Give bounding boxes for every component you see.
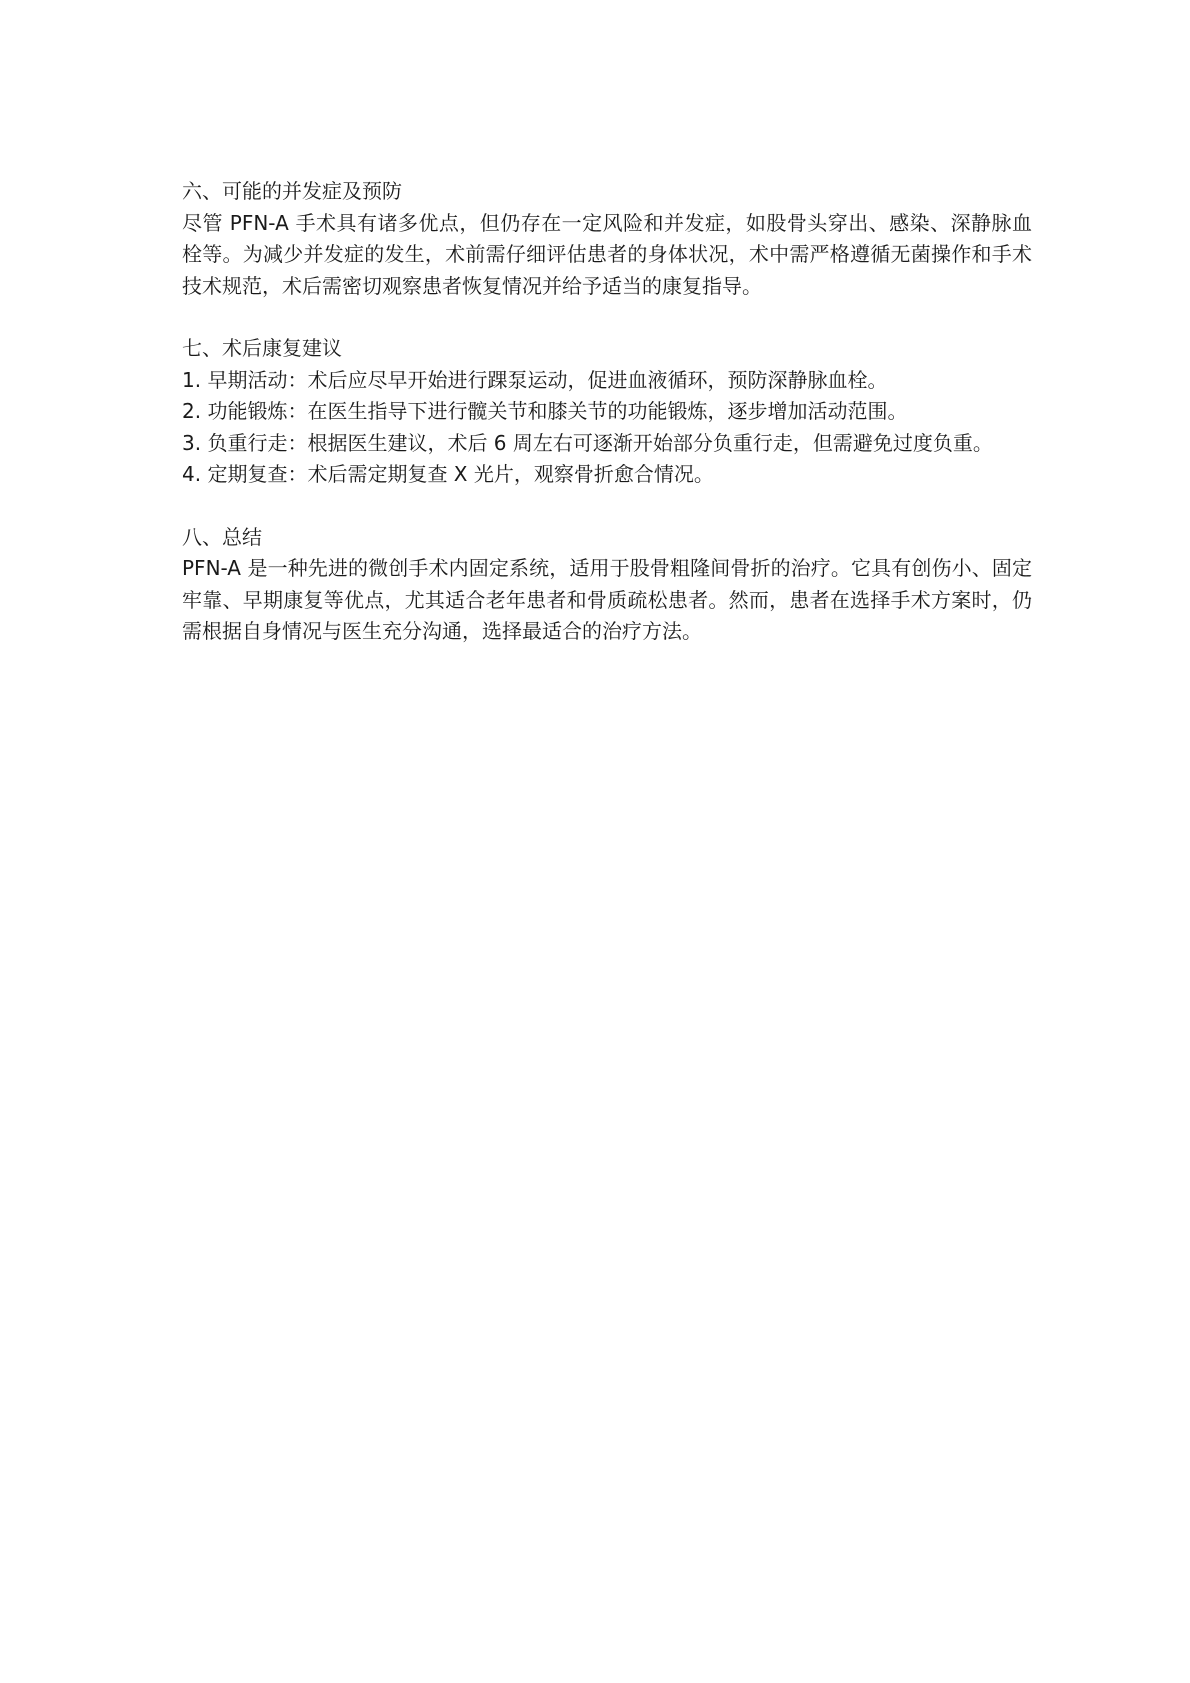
section-summary — [182, 522, 1032, 648]
section-paragraph: 尽管 PFN-A 手术具有诸多优点，但仍存在一定风险和并发症，如股骨头穿出、感染、深静脉血栓等。为减少并发症的发生，术前需仔细评估患者的身体状况，术中需严格遵循无菌操作和手术技术规范，术后需密切观察患者恢复情况并给予适当的康复指导。 — [182, 210, 1032, 298]
section-paragraph: PFN-A 是一种先进的微创手术内固定系统，适用于股骨粗隆间骨折的治疗。它具有创伤小、固定牢靠、早期康复等优点，尤其适合老年患者和骨质疏松患者。然而，患者在选择手术方案时，仍需根据自身情况与医生充分沟通，选择最适合的治疗方法。 — [182, 556, 1032, 643]
section-heading: 七、术后康复建议 — [182, 336, 342, 360]
document-page — [182, 176, 1032, 679]
list-item: 4. 定期复查：术后需定期复查 X 光片，观察骨折愈合情况。 — [182, 462, 714, 486]
section-complications — [182, 176, 1032, 302]
list-item: 1. 早期活动：术后应尽早开始进行踝泵运动，促进血液循环，预防深静脉血栓。 — [182, 367, 888, 392]
section-heading: 八、总结 — [182, 524, 262, 549]
section-heading: 六、可能的并发症及预防 — [182, 179, 402, 203]
rehab-list — [182, 365, 1032, 491]
section-rehab-advice — [182, 333, 1032, 491]
list-item: 3. 负重行走：根据医生建议，术后 6 周左右可逐渐开始部分负重行走，但需避免过度负重。 — [182, 430, 993, 455]
list-item: 2. 功能锻炼：在医生指导下进行髋关节和膝关节的功能锻炼，逐步增加活动范围。 — [182, 399, 908, 423]
